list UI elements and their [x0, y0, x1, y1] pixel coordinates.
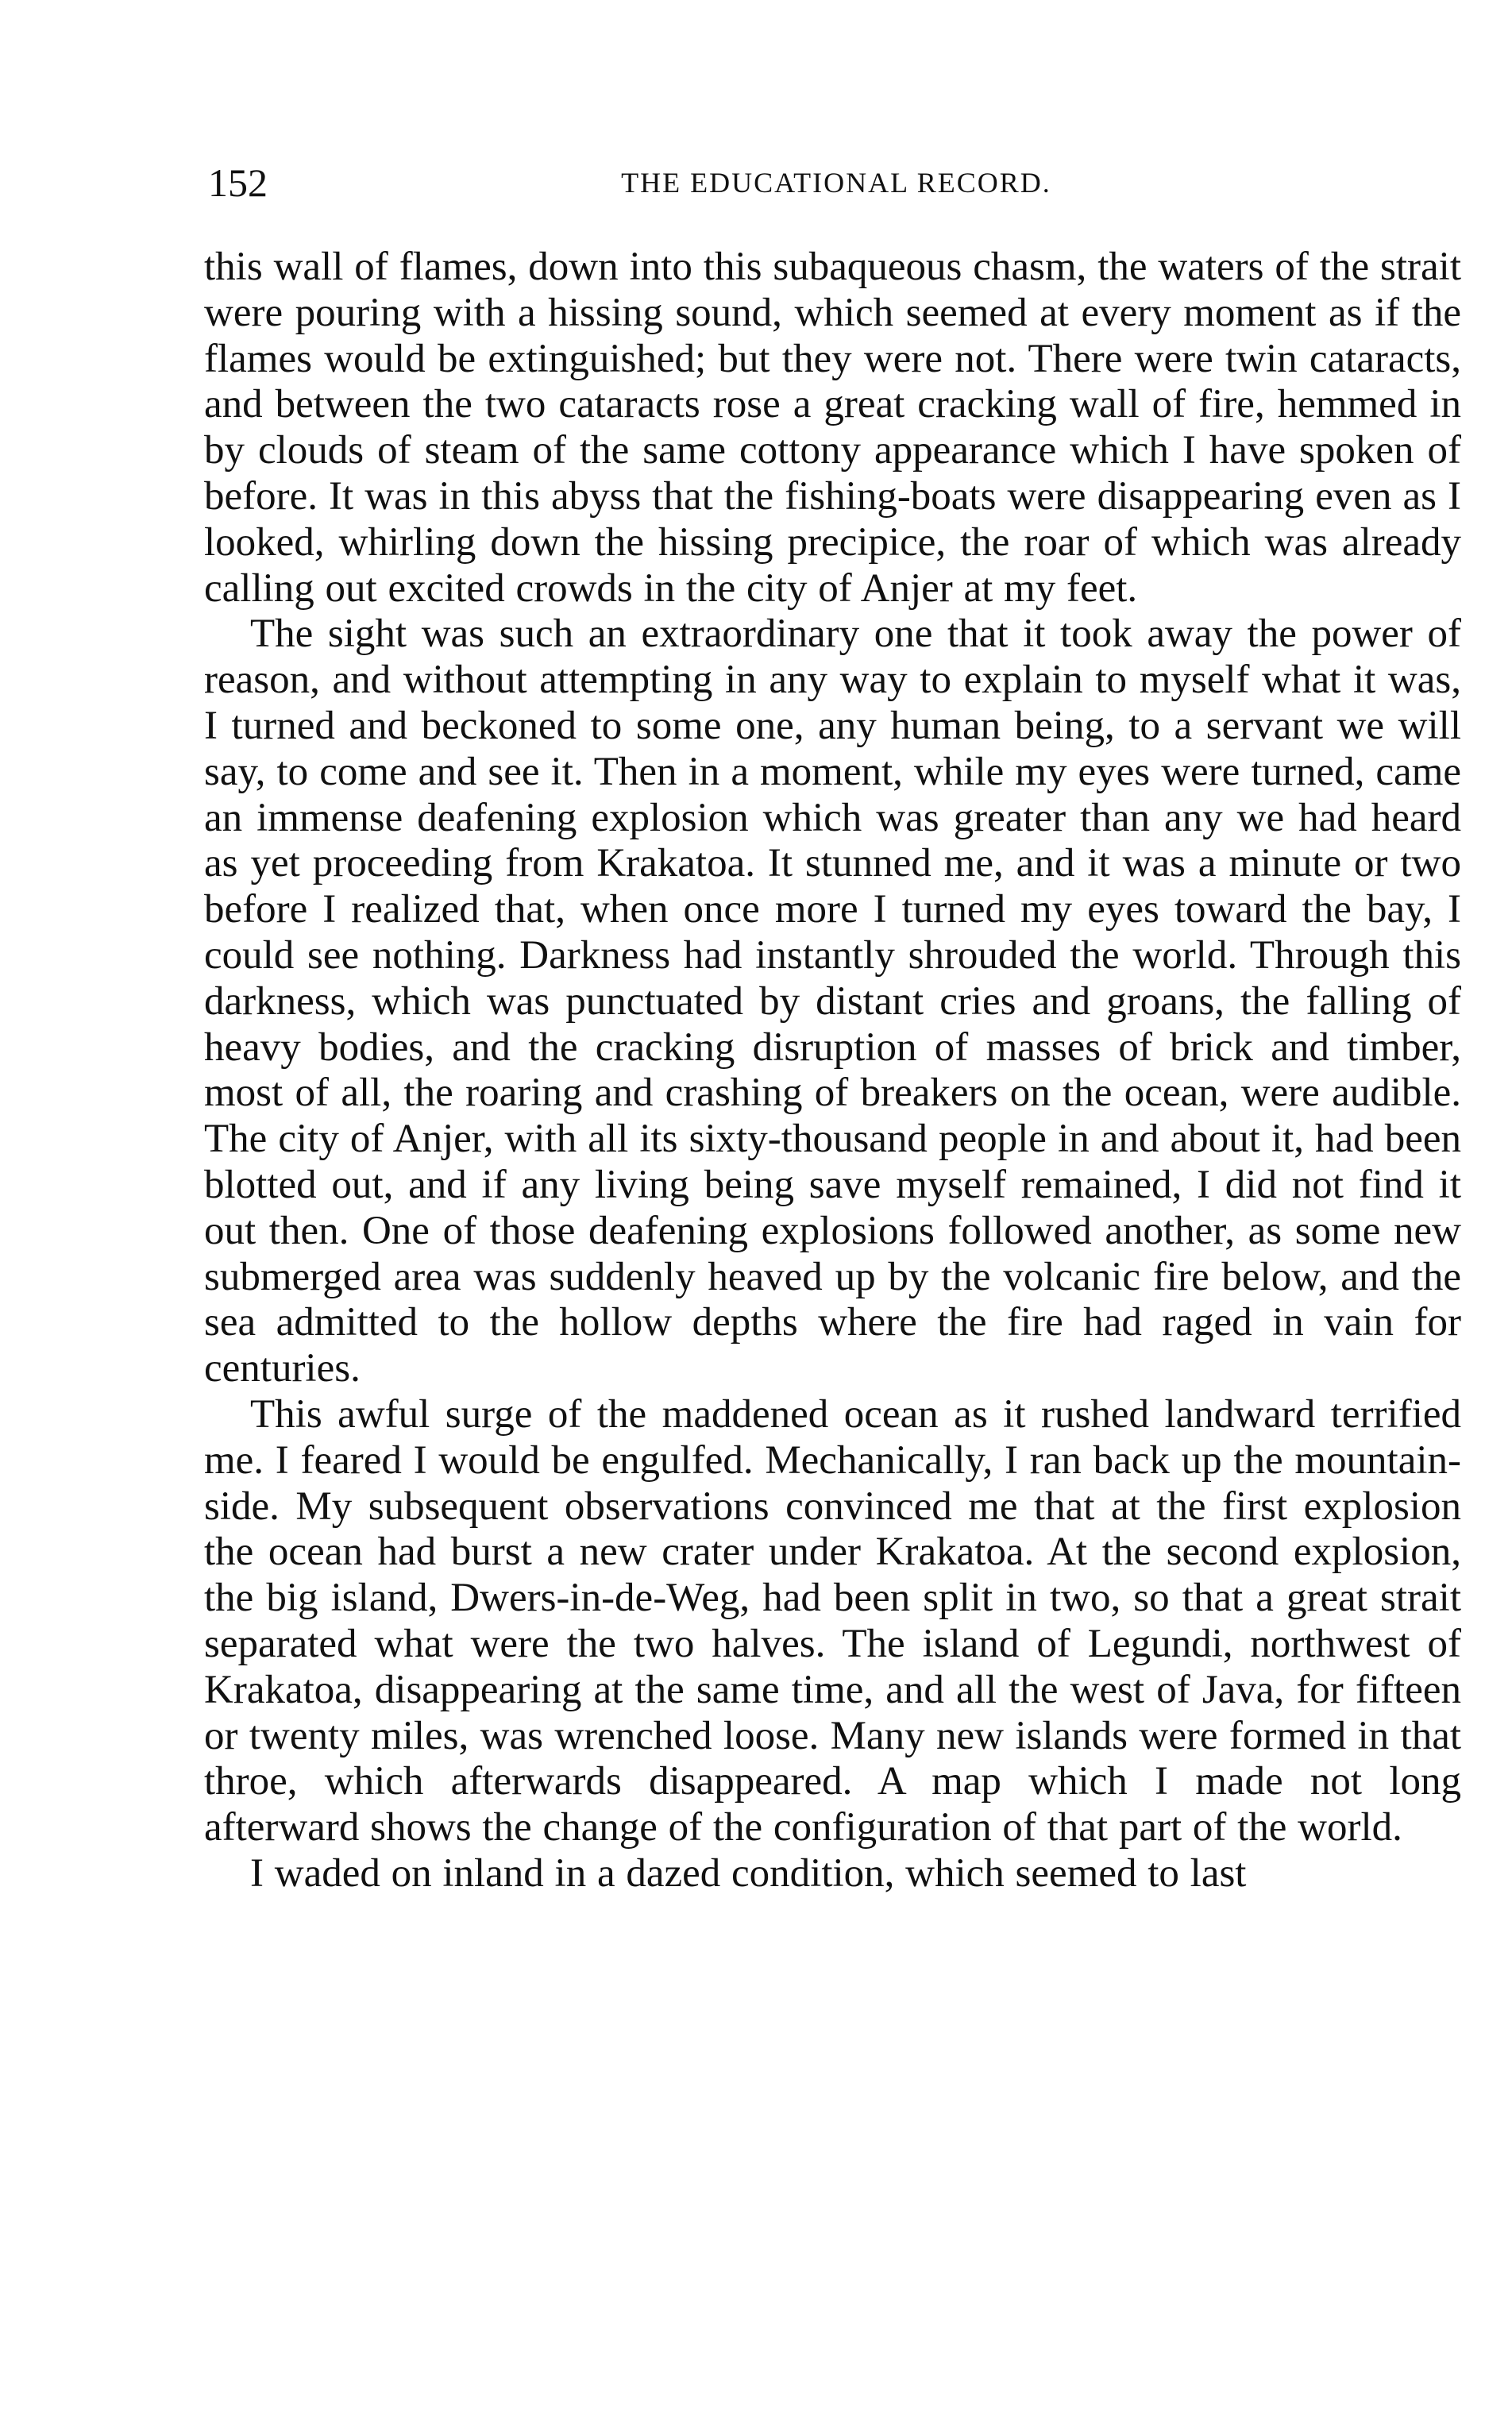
paragraph: The sight was such an extraordinary one that it took away the power of reason, and without attempting in any way to explain to myself what it was, I turned and beckoned to some one, any human being, to a servant we will say, to come and see it. Then in a moment, while my eyes were turned, came an immense deafening explosion which was greater than any we had heard as yet proceeding from Krakatoa. It stunned me, and it was a minute or two before I realized that, when once more I turned my eyes toward the bay, I could see nothing. Darkness had instantly shrouded the world. Through this darkness, which was punctuated by distant cries and groans, the falling of heavy bodies, and the cracking disruption of masses of brick and timber, most of all, the roaring and crashing of breakers on the ocean, were audible. The city of Anjer, with all its sixty-thousand people in and about it, had been blotted out, and if any living being save myself remained, I did not find it out then. One of those deafening explosions followed another, as some new submerged area was suddenly heaved up by the volcanic fire below, and the sea admitted to the hollow depths where the fire had raged in vain for centuries.	[204, 612, 1461, 1391]
text-column	[204, 245, 1461, 1897]
paragraph-last: I waded on inland in a dazed condition, which seemed to last	[250, 1850, 1247, 1896]
page-number: 152	[208, 160, 268, 205]
paragraph: This awful surge of the maddened ocean as it rushed landward terrified me. I feared I would be engulfed. Mechanically, I ran back up the mountain-side. My subsequent observations convinced me that at the first explosion the ocean had burst a new crater under Krakatoa. At the second explosion, the big island, Dwers-in-de-Weg, had been split in two, so that a great strait separated what were the two halves. The island of Legundi, northwest of Krakatoa, disappearing at the same time, and all the west of Java, for fifteen or twenty miles, was wrenched loose. Many new islands were formed in that throe, which afterwards disappeared. A map which I made not long afterward shows the change of the configuration of that part of the world.	[204, 1391, 1461, 1850]
running-head	[208, 159, 1464, 206]
journal-title: THE EDUCATIONAL RECORD.	[621, 167, 1051, 199]
paragraph-continued: this wall of flames, down into this subaqueous chasm, the waters of the strait were pouring with a hissing sound, which seemed at every moment as if the flames would be extinguished; but they were not. There were twin cataracts, and between the two cataracts rose a great cracking wall of fire, hemmed in by clouds of steam of the same cottony appearance which I have spoken of before. It was in this abyss that the fishing-boats were disappearing even as I looked, whirling down the hissing precipice, the roar of which was already calling out excited crowds in the city of Anjer at my feet.	[204, 245, 1461, 611]
